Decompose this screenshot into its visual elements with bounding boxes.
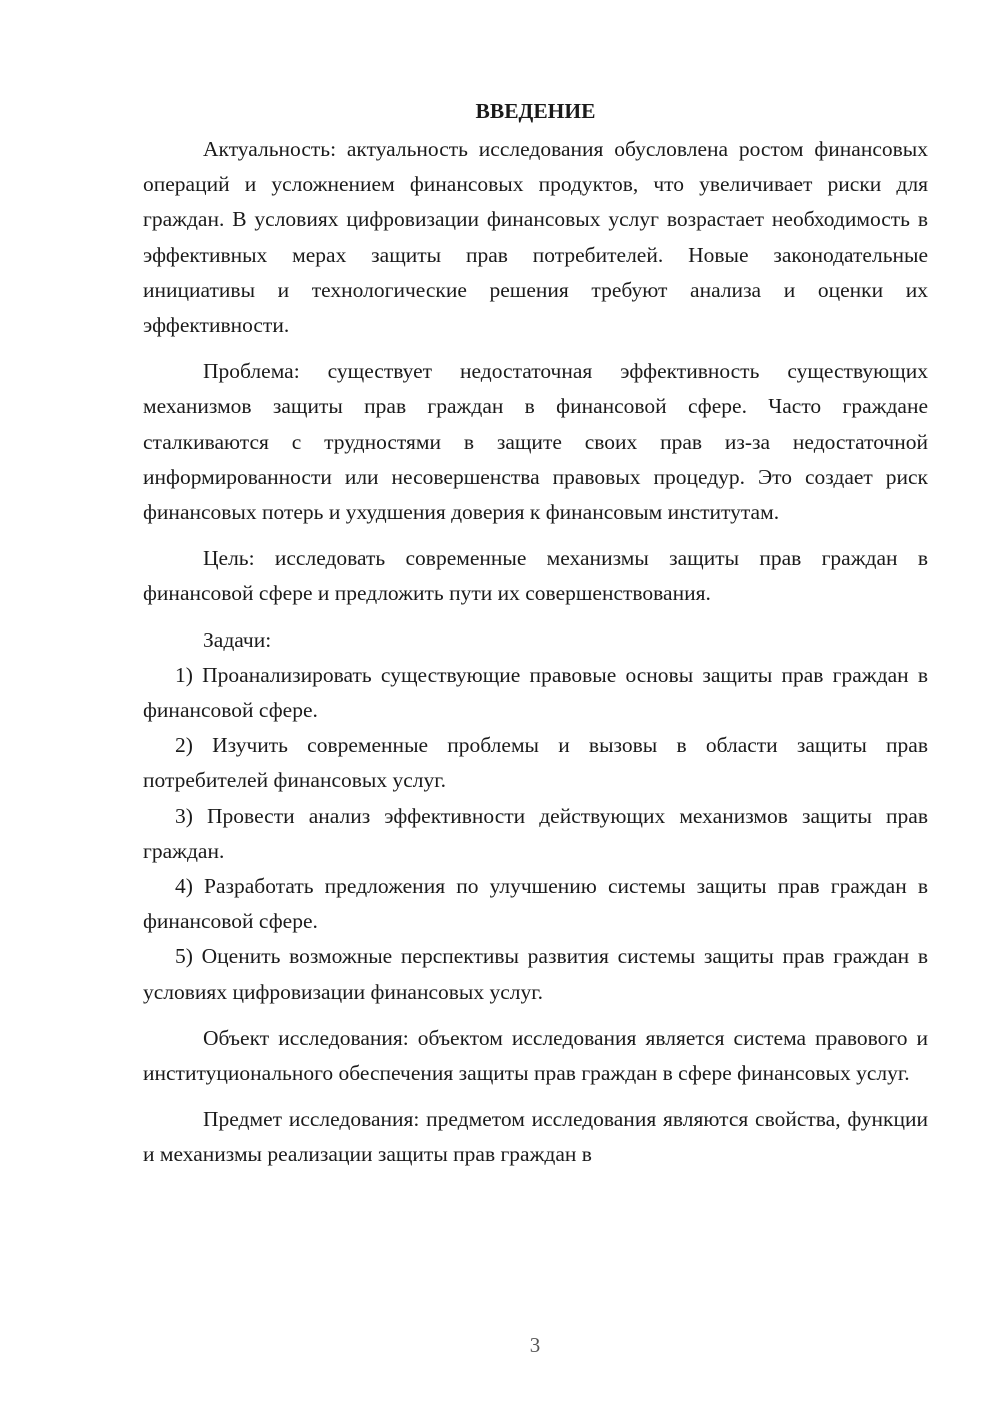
paragraph-subject: Предмет исследования: предметом исследования являются свойства, функции и механизмы реализации защиты прав граждан в xyxy=(143,1107,928,1167)
task-item-1: 1) Проанализировать существующие правовые основы защиты прав граждан в финансовой сфере. xyxy=(143,662,928,723)
task-item-5: 5) Оценить возможные перспективы развития системы защиты прав граждан в условиях цифровизации финансовых услуг. xyxy=(143,944,928,1004)
paragraph-object: Объект исследования: объектом исследования является система правового и институционального обеспечения защиты прав граждан в сфере финансовых услуг. xyxy=(143,1025,928,1086)
task-item-2: 2) Изучить современные проблемы и вызовы в области защиты прав потребителей финансовых услуг. xyxy=(143,733,928,793)
task-item-3: 3) Провести анализ эффективности действующих механизмов защиты прав граждан. xyxy=(143,803,928,863)
paragraph-goal: Цель: исследовать современные механизмы защиты прав граждан в финансовой сфере и предложить пути их совершенствования. xyxy=(143,546,928,606)
page-number: 3 xyxy=(529,1333,541,1357)
tasks-heading: Задачи: xyxy=(203,627,272,652)
page-title: ВВЕДЕНИЕ xyxy=(475,99,596,123)
paragraph-relevance: Актуальность: актуальность исследования обусловлена ростом финансовых операций и усложнением финансовых продуктов, что увеличивает риски для граждан. В условиях цифровизации финансовых услуг возрастает необходимость в эффективных мерах защиты прав потребителей. Новые законодательные инициативы и технологические решения требуют анализа и оценки их эффективности. xyxy=(143,137,928,338)
document-page xyxy=(143,90,928,1173)
task-item-4: 4) Разработать предложения по улучшению системы защиты прав граждан в финансовой сфере. xyxy=(143,874,928,934)
paragraph-problem: Проблема: существует недостаточная эффективность существующих механизмов защиты прав граждан в финансовой сфере. Часто граждане сталкиваются с трудностями в защите своих прав из-за недостаточной информированности или несовершенства правовых процедур. Это создает риск финансовых потерь и ухудшения доверия к финансовым институтам. xyxy=(143,359,928,525)
